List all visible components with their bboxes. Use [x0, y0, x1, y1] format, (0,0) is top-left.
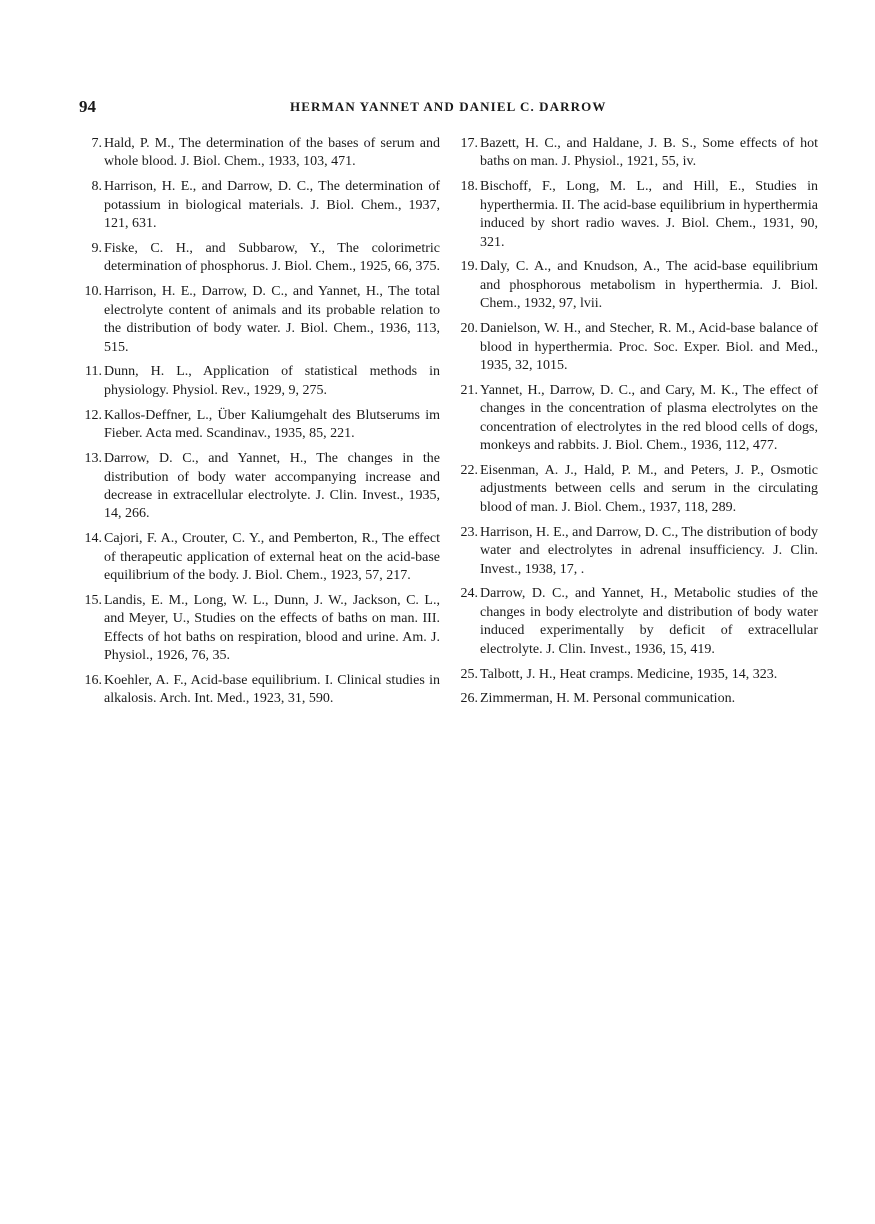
reference-text: Zimmerman, H. M. Personal communication. [480, 691, 736, 707]
page-number: 94 [79, 97, 96, 116]
reference-item [458, 462, 818, 517]
reference-number: 12. [84, 407, 102, 423]
reference-number: 8. [91, 179, 102, 195]
reference-number: 20. [460, 321, 478, 337]
reference-item [82, 592, 440, 666]
reference-number: 19. [460, 259, 478, 275]
reference-text: Danielson, W. H., and Stecher, R. M., Acid-base balance of blood in hyperthermia. Proc. Soc. Exper. Biol. and Med., 1935, 32, 1015. [480, 321, 818, 373]
reference-number: 16. [84, 673, 102, 689]
reference-number: 24. [460, 586, 478, 602]
reference-item [82, 530, 440, 585]
reference-item [458, 524, 818, 579]
reference-number: 22. [460, 463, 478, 478]
reference-text: Hald, P. M., The determination of the bases of serum and whole blood. J. Biol. Chem., 1933, 103, 471. [104, 136, 440, 170]
reference-number: 14. [84, 531, 102, 547]
reference-text: Harrison, H. E., Darrow, D. C., and Yannet, H., The total electrolyte content of animals and its probable relation to the distribution of body water. J. Biol. Chem., 1936, 113, 515. [104, 284, 440, 355]
reference-text: Darrow, D. C., and Yannet, H., The changes in the distribution of body water accompanying increase and decrease in extracellular electrolyte. J. Clin. Invest., 1935, 14, 266. [104, 451, 440, 522]
reference-number: 21. [460, 382, 478, 398]
reference-text: Fiske, C. H., and Subbarow, Y., The colorimetric determination of phosphorus. J. Biol. Chem., 1925, 66, 375. [104, 241, 440, 275]
reference-text: Daly, C. A., and Knudson, A., The acid-base equilibrium and phosphorous metabolism in hyperthermia. J. Biol. Chem., 1932, 97, lvii. [480, 259, 818, 312]
references-left-column [82, 135, 440, 715]
reference-number: 18. [460, 179, 478, 195]
reference-item [458, 135, 818, 172]
reference-item [458, 320, 818, 375]
reference-item [458, 585, 818, 659]
reference-number: 26. [460, 691, 478, 707]
running-head: HERMAN YANNET AND DANIEL C. DARROW [290, 99, 607, 114]
reference-number: 11. [85, 364, 102, 380]
reference-item [458, 666, 818, 684]
reference-text: Koehler, A. F., Acid-base equilibrium. I. Clinical studies in alkalosis. Arch. Int. Med., 1923, 31, 590. [104, 673, 440, 707]
reference-number: 17. [460, 136, 478, 151]
reference-number: 15. [84, 592, 102, 608]
reference-text: Harrison, H. E., and Darrow, D. C., The determination of potassium in biological materials. J. Biol. Chem., 1937, 121, 631. [104, 179, 440, 232]
reference-number: 10. [84, 284, 102, 300]
reference-item [458, 178, 818, 252]
reference-item [82, 178, 440, 233]
reference-number: 7. [91, 136, 102, 151]
reference-item [82, 283, 440, 357]
reference-item [458, 258, 818, 313]
reference-text: Landis, E. M., Long, W. L., Dunn, J. W., Jackson, C. L., and Meyer, U., Studies on the effects of baths on man. III. Effects of hot baths on respiration, blood and urine. Am. J. Physiol., 1926, 76, 35. [104, 592, 440, 664]
reference-item [82, 407, 440, 444]
reference-item [82, 240, 440, 277]
reference-item [458, 690, 818, 708]
reference-item [82, 363, 440, 400]
reference-number: 23. [460, 524, 478, 540]
reference-text: Darrow, D. C., and Yannet, H., Metabolic studies of the changes in body electrolyte and distribution of body water induced experimentally by deficit of extracellular electrolyte. J. Clin. Invest., 1936, 15, 419. [480, 586, 818, 657]
reference-text: Harrison, H. E., and Darrow, D. C., The distribution of body water and electrolytes in adrenal insufficiency. J. Clin. Invest., 1938, 17, . [480, 524, 818, 577]
reference-number: 13. [84, 451, 102, 467]
reference-text: Bischoff, F., Long, M. L., and Hill, E., Studies in hyperthermia. II. The acid-base equilibrium in hyperthermia induced by short radio waves. J. Biol. Chem., 1931, 90, 321. [480, 179, 818, 250]
reference-text: Eisenman, A. J., Hald, P. M., and Peters, J. P., Osmotic adjustments between cells and serum in the circulating blood of man. J. Biol. Chem., 1937, 118, 289. [480, 463, 818, 515]
reference-text: Bazett, H. C., and Haldane, J. B. S., Some effects of hot baths on man. J. Physiol., 1921, 55, iv. [480, 136, 818, 170]
reference-item [82, 135, 440, 172]
reference-item [458, 382, 818, 456]
reference-text: Yannet, H., Darrow, D. C., and Cary, M. K., The effect of changes in the concentration of plasma electrolytes on the concentration of electrolytes in the red blood cells of dogs, monkeys and rabbits. J. Biol. Chem., 1936, 112, 477. [480, 382, 818, 454]
reference-text: Kallos-Deffner, L., Über Kaliumgehalt des Blutserums im Fieber. Acta med. Scandinav., 1935, 85, 221. [104, 407, 440, 442]
reference-item [82, 450, 440, 524]
reference-text: Dunn, H. L., Application of statistical methods in physiology. Physiol. Rev., 1929, 9, 275. [104, 364, 440, 398]
reference-item [82, 672, 440, 709]
reference-text: Cajori, F. A., Crouter, C. Y., and Pemberton, R., The effect of therapeutic application of external heat on the acid-base equilibrium of the body. J. Biol. Chem., 1923, 57, 217. [104, 531, 440, 584]
reference-number: 9. [91, 241, 102, 257]
reference-number: 25. [460, 666, 478, 682]
references-right-column [458, 135, 818, 715]
reference-text: Talbott, J. H., Heat cramps. Medicine, 1935, 14, 323. [480, 666, 778, 682]
